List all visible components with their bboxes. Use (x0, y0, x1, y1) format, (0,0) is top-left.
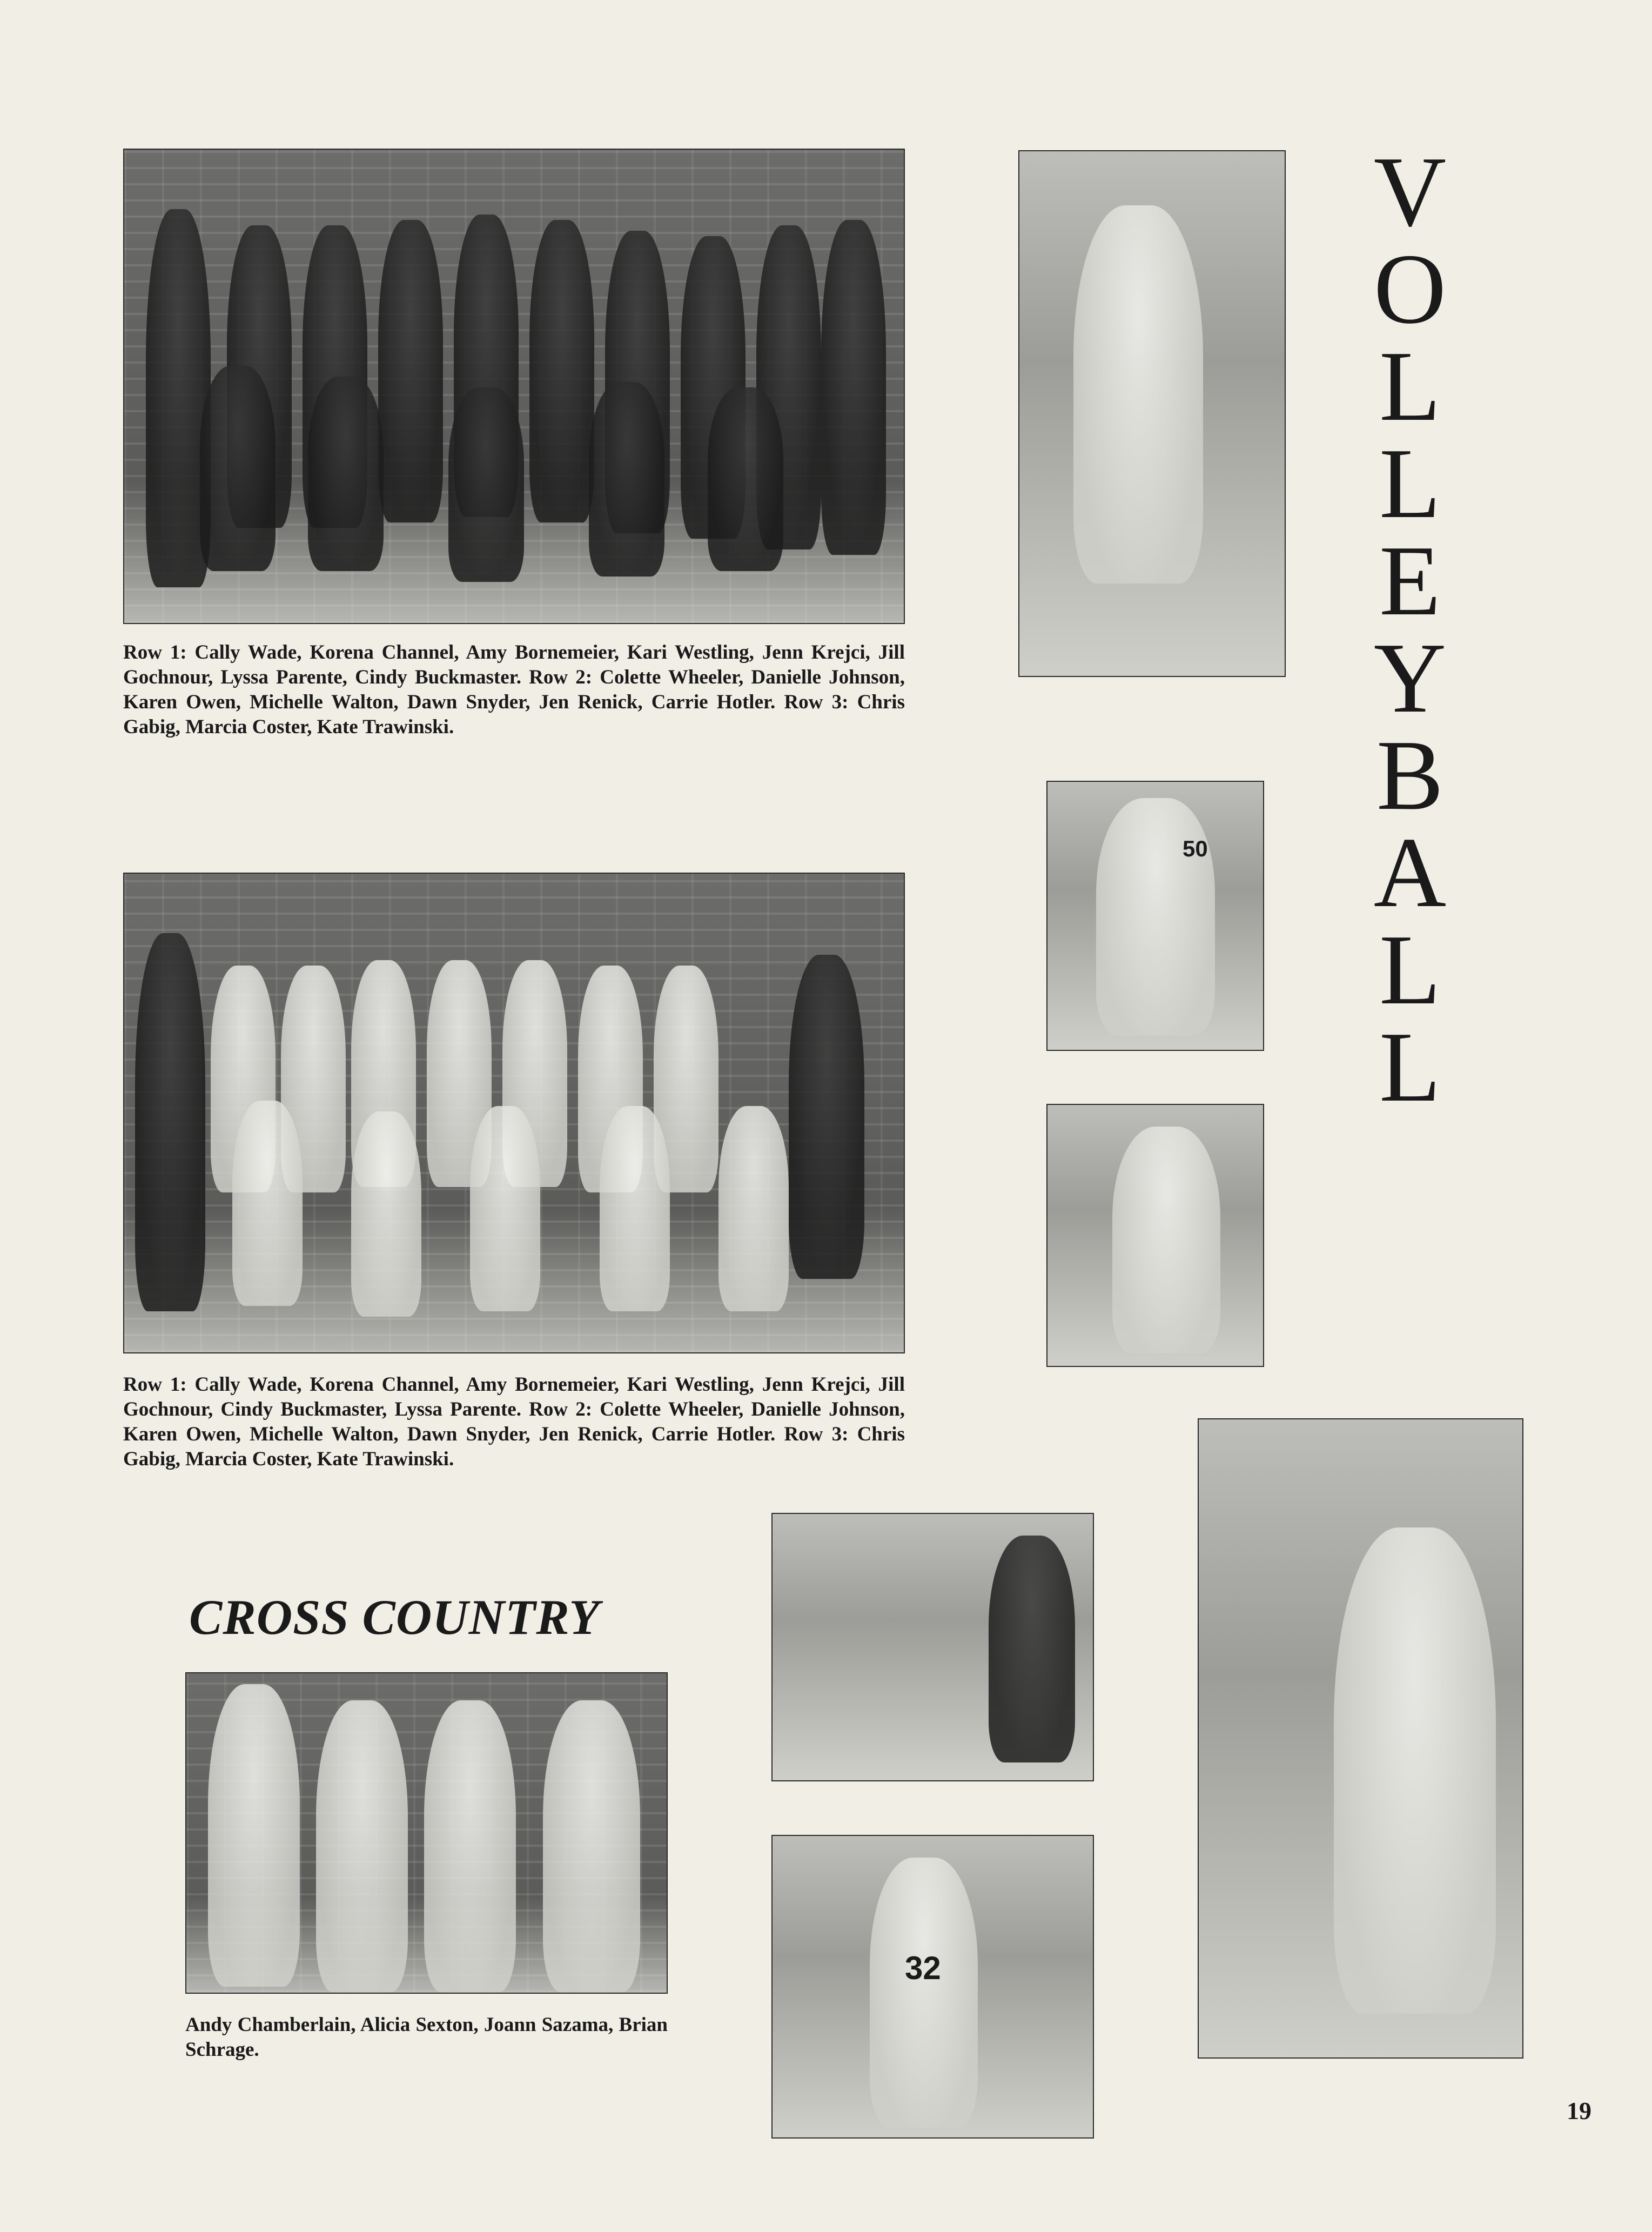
volleyball-action-photo-4 (1198, 1418, 1523, 2059)
title-letter: E (1379, 525, 1441, 636)
volleyball-action-photo-1 (1018, 150, 1286, 677)
title-letter: Y (1373, 622, 1447, 734)
player-figure (821, 220, 886, 555)
player-figure (135, 933, 205, 1311)
player-figure (718, 1106, 789, 1311)
page-number: 19 (1567, 2097, 1591, 2124)
cross-country-caption: Andy Chamberlain, Alicia Sexton, Joann Sazama, Brian Schrage. (185, 2014, 668, 2061)
player-figure (308, 377, 384, 571)
player-figure (708, 387, 783, 571)
runner-figure (543, 1700, 640, 1992)
title-letter: B (1376, 720, 1444, 831)
cross-country-title: CROSS COUNTRY (189, 1590, 600, 1645)
player-figure (470, 1106, 540, 1311)
player-figure (1334, 1527, 1496, 2014)
player-figure (200, 366, 276, 571)
title-letter: L (1379, 914, 1441, 1025)
volleyball-action-photo-3 (1046, 1104, 1264, 1367)
title-letter: L (1379, 331, 1441, 442)
player-figure (351, 1111, 421, 1317)
volleyball-action-photo-6 (771, 1835, 1094, 2139)
jersey-number: 32 (905, 1950, 941, 1986)
player-figure (870, 1858, 978, 2128)
player-figure (989, 1536, 1075, 1762)
title-letter: V (1373, 136, 1447, 247)
runner-figure (208, 1684, 300, 1987)
player-figure (232, 1101, 303, 1306)
volleyball-team-photo-sweatshirts (123, 149, 905, 624)
team-photo-2-caption: Row 1: Cally Wade, Korena Channel, Amy Bornemeier, Kari Westling, Jenn Krejci, Jill Gochnour, Cindy Buckmaster, Lyssa Parente. Row 2: Colette Wheeler, Danielle Johnson, Karen Owen, Michelle Walton, Dawn Snyder, Jen Renick, Carrie Hotler. Row 3: Chris Gabig, Marcia Coster, Kate Trawinski. (123, 1373, 905, 1470)
volleyball-team-photo-jerseys (123, 873, 905, 1353)
player-figure (529, 220, 594, 522)
title-letter: L (1379, 1011, 1441, 1123)
player-figure (448, 387, 524, 582)
player-figure (1112, 1127, 1220, 1353)
volleyball-action-photo-2 (1046, 781, 1264, 1051)
volleyball-action-photo-5 (771, 1513, 1094, 1781)
runner-figure (316, 1700, 408, 1992)
title-letter: L (1379, 428, 1441, 539)
player-figure (1096, 798, 1215, 1036)
team-photo-1-caption: Row 1: Cally Wade, Korena Channel, Amy Bornemeier, Kari Westling, Jenn Krejci, Jill Gochnour, Lyssa Parente, Cindy Buckmaster. Row 2: Colette Wheeler, Danielle Johnson, Karen Owen, Michelle Walton, Dawn Snyder, Jen Renick, Carrie Hotler. Row 3: Chris Gabig, Marcia Coster, Kate Trawinski. (123, 641, 905, 738)
title-letter: A (1373, 817, 1447, 928)
player-figure (789, 955, 864, 1279)
cross-country-team-photo (185, 1672, 668, 1994)
player-figure (600, 1106, 670, 1311)
player-figure (589, 382, 664, 577)
title-letter: O (1373, 233, 1447, 345)
jersey-number: 50 (1183, 836, 1208, 861)
player-figure (378, 220, 443, 522)
volleyball-title (1348, 136, 1472, 1123)
player-figure (1073, 205, 1203, 584)
runner-figure (424, 1700, 516, 1992)
